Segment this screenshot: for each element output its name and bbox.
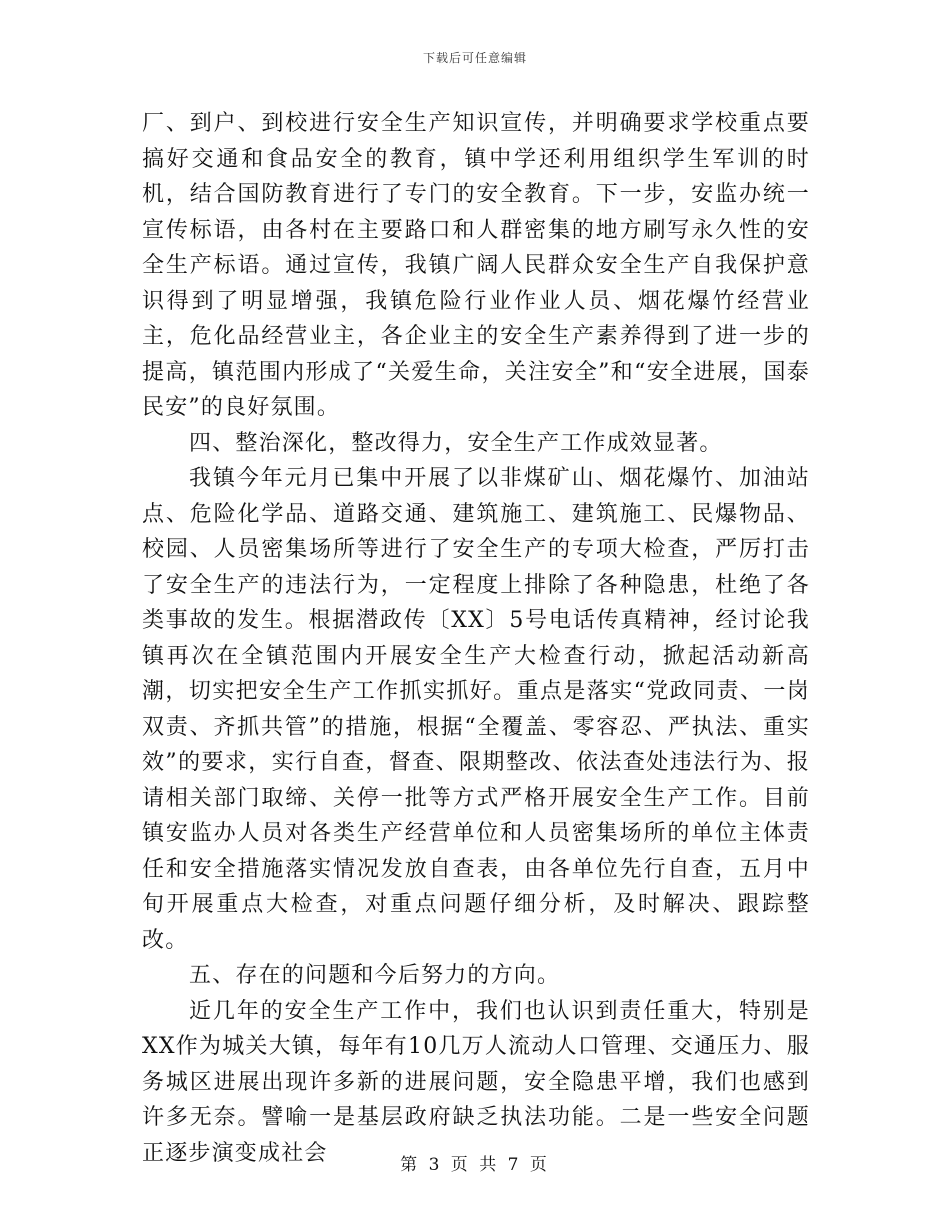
- section-heading-4: 四、整治深化，整改得力，安全生产工作成效显著。: [189, 430, 723, 456]
- paragraph-problems: 近几年的安全生产工作中，我们也认识到责任重大，特别是XX作为城关大镇，每年有10几万人流动人口管理、交通压力、服务城区进展出现许多新的进展问题，安全隐患平增，我们也感到许多无奈。譬喻一是基层政府缺乏执法功能。二是一些安全问题正逐步演变成社会: [142, 998, 810, 1166]
- paragraph-rectification: 我镇今年元月已集中开展了以非煤矿山、烟花爆竹、加油站点、危险化学品、道路交通、建筑施工、建筑施工、民爆物品、校园、人员密集场所等进行了安全生产的专项大检查，严厉打击了安全生产的违法行为，一定程度上排除了各种隐患，杜绝了各类事故的发生。根据潜政传〔XX〕5号电话传真精神，经讨论我镇再次在全镇范围内开展安全生产大检查行动，掀起活动新高潮，切实把安全生产工作抓实抓好。重点是落实“党政同责、一岗双责、齐抓共管”的措施，根据“全覆盖、零容忍、严执法、重实效”的要求，实行自查，督查、限期整改、依法查处违法行为、报请相关部门取缔、关停一批等方式严格开展安全生产工作。目前镇安监办人员对各类生产经营单位和人员密集场所的单位主体责任和安全措施落实情况发放自查表，由各单位先行自查，五月中旬开展重点大检查，对重点问题仔细分析，及时解决、跟踪整改。: [142, 466, 810, 953]
- paragraph-continuation: 厂、到户、到校进行安全生产知识宣传，并明确要求学校重点要搞好交通和食品安全的教育，镇中学还利用组织学生军训的时机，结合国防教育进行了专门的安全教育。下一步，安监办统一宣传标语，由各村在主要路口和人群密集的地方刷写永久性的安全生产标语。通过宣传，我镇广阔人民群众安全生产自我保护意识得到了明显增强，我镇危险行业作业人员、烟花爆竹经营业主，危化品经营业主，各企业主的安全生产素养得到了进一步的提高，镇范围内形成了“关爱生命，关注安全”和“安全进展，国泰民安”的良好氛围。: [142, 111, 810, 420]
- page-header-note: 下载后可任意编辑: [422, 51, 527, 65]
- page-number-footer: 第 3 页 共 7 页: [400, 1155, 550, 1175]
- section-heading-5: 五、存在的问题和今后努力的方向。: [189, 963, 561, 988]
- document-body: [142, 106, 810, 1171]
